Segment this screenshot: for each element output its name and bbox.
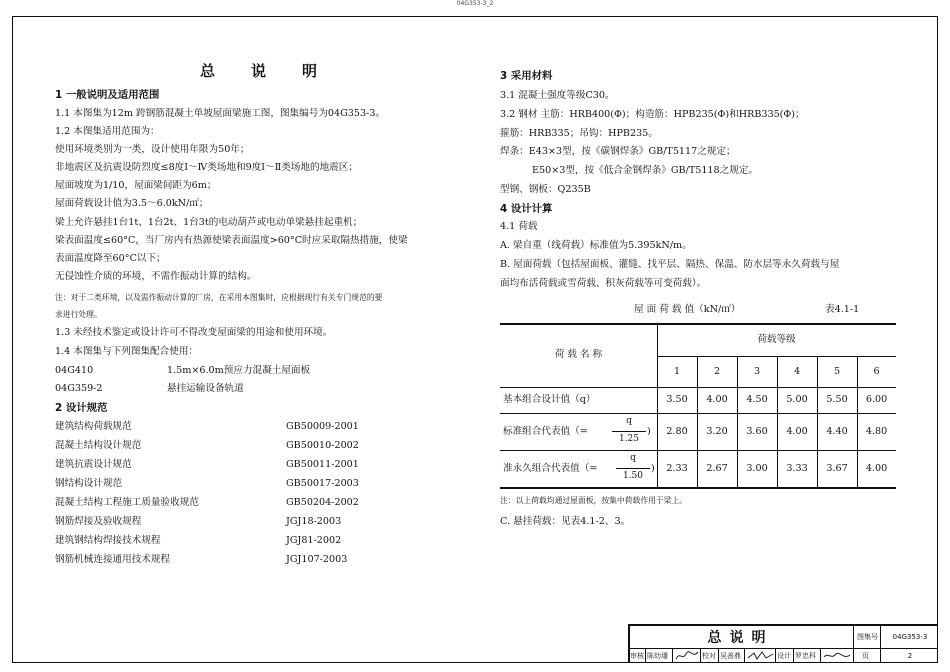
table-header-load-name: 荷 载 名 称 [554,349,603,360]
material-line: 型钢、钢板：Q235B [500,184,591,195]
code-name: 建筑抗震设计规范 [55,459,132,470]
code-name: 钢筋机械连接通用技术规程 [55,554,171,565]
code-number: GB50204-2002 [286,497,359,508]
code-number: JGJ18-2003 [286,516,342,527]
fraction-denominator: 1.25 [618,434,640,444]
grade-cell: 2 [713,366,721,377]
atlas-code: 04G410 [55,365,94,376]
table-cell: 4.50 [746,394,768,405]
section-1-heading: 1 一般说明及适用范围 [55,89,160,101]
scope-line: 屋面荷载设计值为3.5～6.0kN/㎡； [55,198,209,209]
scope-line: 使用环境类别为一类，设计使用年限为50年； [55,144,250,155]
para-1-2: 1.2 本图集适用范围为： [55,126,160,137]
table-cell: 2.80 [666,426,688,437]
material-line: 3.1 混凝土强度等级C30。 [500,90,615,101]
top-caption: 04G353-3_2 [456,0,494,7]
code-number: JGJ81-2002 [286,535,342,546]
table-cell: 3.20 [706,426,728,437]
row-label: 基本组合设计值（q） [503,394,596,405]
calc-line: B. 屋面荷载（包括屋面板、灌缝、找平层、隔热、保温、防水层等永久荷载与屋 [500,259,840,270]
material-line: 3.2 钢材 主筋：HRB400(Φ)；构造筋：HPB235(Φ)和HRB335(Φ)； [500,109,805,120]
table-cell: 6.00 [865,394,888,405]
para-1-1: 1.1 本图集为12m 跨钢筋混凝土单坡屋面梁施工图，图集编号为04G353-3。 [55,108,386,119]
grade-cell: 3 [753,366,761,377]
scope-line: 屋面坡度为1/10，屋面梁间距为6m； [55,180,217,191]
calc-line: C. 悬挂荷载：见表4.1-2、3。 [500,516,631,527]
title-block-title: 总说明 [707,630,774,646]
table-cell: 2.67 [706,463,728,474]
para-1-4: 1.4 本图集与下列图集配合使用： [55,346,199,357]
atlas-no-label: 图集号 [857,633,878,641]
material-line: 焊条：E43×3型，按《碳钢焊条》GB/T5117之规定； [500,146,736,157]
table-cell: 5.00 [786,394,808,405]
page-label: 页 [862,652,869,660]
grade-cell: 6 [873,366,880,377]
note-line: 求进行处理。 [55,310,102,319]
checker-name: 吴善鼎 [720,652,741,660]
table-cell: 3.33 [786,463,808,474]
table-cell: 5.50 [826,394,848,405]
reviewer-signature [674,649,700,662]
para-1-3: 1.3 未经技术鉴定或设计许可不得改变屋面梁的用途和使用环境。 [55,327,333,338]
scope-line: 非地震区及抗震设防烈度≤8度Ⅰ～Ⅳ类场地和9度Ⅰ～Ⅱ类场地的地震区； [55,162,358,173]
table-cell: 4.40 [826,426,848,437]
reviewer-name: 陈幼璠 [647,652,668,660]
code-name: 钢筋焊接及验收规程 [55,516,142,527]
table-note: 注：以上荷载均通过屋面板，按集中荷载作用于梁上。 [500,496,688,505]
check-label: 校对 [702,652,716,660]
code-number: GB50010-2002 [286,440,359,451]
atlas-name: 悬挂运输设备轨道 [167,383,244,394]
table-cell: 4.00 [786,426,808,437]
calc-line: 面均布活荷载或雪荷载、积灰荷载等可变荷载）。 [500,278,707,289]
code-name: 建筑钢结构焊接技术规程 [55,535,161,546]
table-cell: 4.00 [865,463,888,474]
scope-line: 梁表面温度≤60°C，当厂房内有热源使梁表面温度>60°C时应采取隔热措施，使梁 [55,235,408,246]
code-number: GB50011-2001 [286,459,359,470]
table-cell: 4.00 [706,394,728,405]
material-line: E50×3型，按《低合金钢焊条》GB/T5118之规定。 [532,165,759,176]
design-label: 设计 [777,652,791,660]
table-cell: 3.00 [746,463,768,474]
section-4-heading: 4 设计计算 [500,203,553,215]
table-cell: 3.60 [746,426,768,437]
designer-signature [822,649,852,662]
section-3-heading: 3 采用材料 [500,70,553,82]
table-number: 表4.1-1 [825,304,860,315]
code-number: GB50009-2001 [286,421,359,432]
fraction-numerator: q [630,453,636,463]
table-cell: 2.33 [666,463,688,474]
row-label: 准永久组合代表值（= [503,463,598,474]
code-name: 建筑结构荷载规范 [55,421,132,432]
scope-line: 无侵蚀性介质的环境，不需作振动计算的结构。 [55,271,257,282]
code-number: GB50017-2003 [286,478,359,489]
calc-line: 4.1 荷载 [500,221,538,232]
table-cell: 4.80 [865,426,888,437]
grade-cell: 1 [673,366,681,377]
calc-line: A. 梁自重（线荷载）标准值为5.395kN/m。 [500,240,692,251]
section-2-heading: 2 设计规范 [55,402,108,414]
code-name: 混凝土结构工程施工质量验收规范 [55,497,199,508]
material-line: 箍筋：HRB335；吊钩：HPB235。 [500,128,658,139]
atlas-code: 04G359-2 [55,383,103,394]
row-label: 标准组合代表值（= [503,426,588,437]
fraction-denominator: 1.50 [622,471,644,481]
designer-name: 罗忠科 [795,652,816,660]
checker-signature [746,649,775,662]
atlas-name: 1.5m×6.0m预应力混凝土屋面板 [167,365,311,376]
fraction-numerator: q [626,416,632,426]
page-number: 2 [907,652,913,660]
review-label: 审核 [630,652,644,660]
scope-line: 梁上允许悬挂1台1t、1台2t、1台3t的电动葫芦或电动单梁悬挂起重机； [55,217,363,228]
table-header-grade: 荷载等级 [757,334,796,345]
atlas-no-value: 04G353-3 [892,633,928,641]
table-cell: 3.67 [826,463,848,474]
note-line: 注：对于二类环境，以及需作振动计算的厂房，在采用本图集时，应根据现行有关专门规范的要 [55,293,383,302]
code-number: JGJ107-2003 [286,554,348,565]
code-name: 混凝土结构设计规范 [55,440,142,451]
table-caption: 屋 面 荷 载 值（kN/㎡） [634,304,741,315]
code-name: 钢结构设计规范 [55,478,123,489]
grade-cell: 5 [833,366,841,377]
grade-cell: 4 [793,366,801,377]
page-title: 总说明 [200,62,354,80]
table-cell: 3.50 [666,394,688,405]
scope-line: 表面温度降至60°C以下； [55,253,166,264]
